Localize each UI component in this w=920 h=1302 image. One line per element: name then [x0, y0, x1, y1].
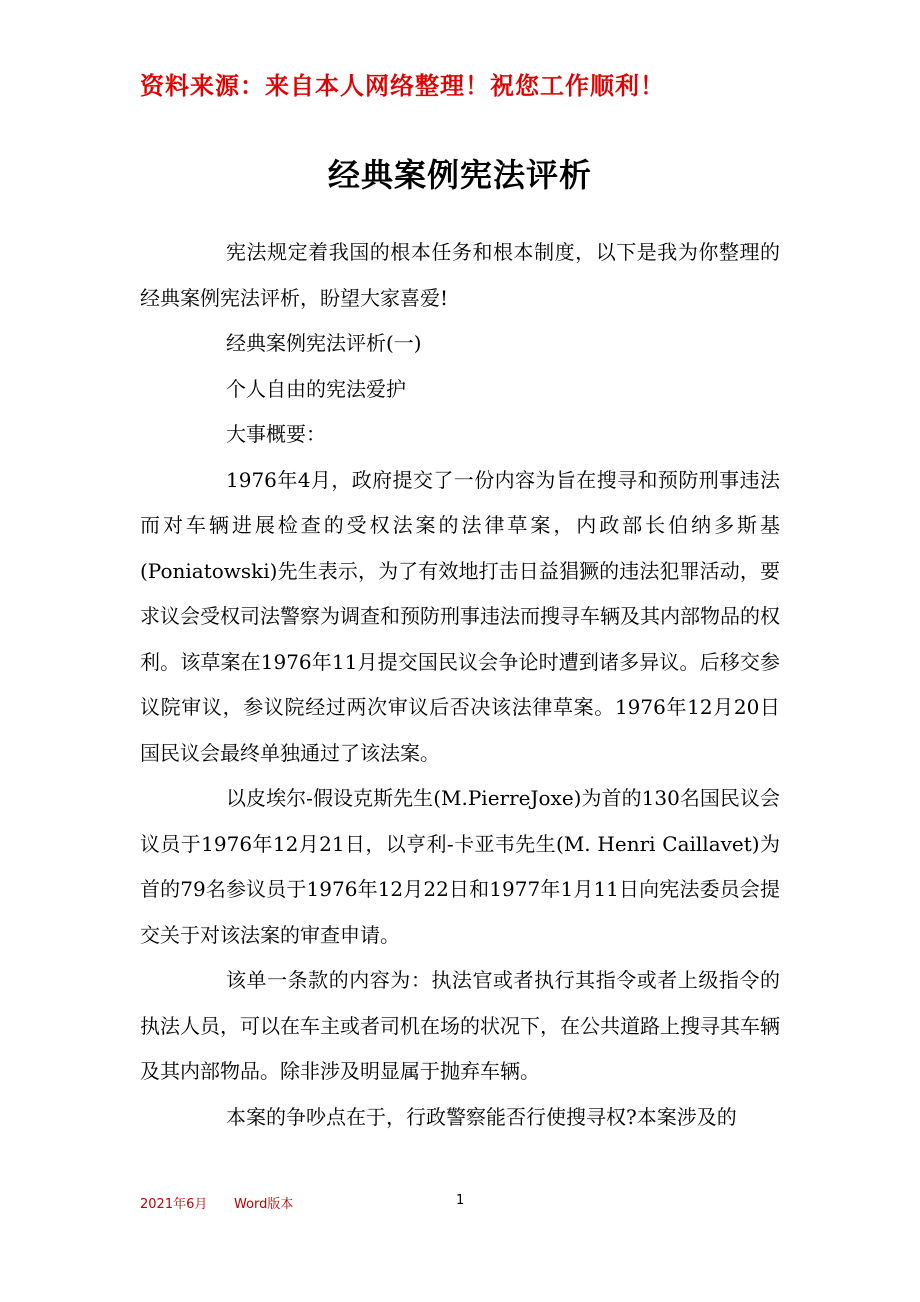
body-paragraph: 以皮埃尔-假设克斯先生(M.PierreJoxe)为首的130名国民议会议员于1976年12月21日，以亨利-卡亚韦先生(M. Henri Caillavet)为首的79名参议员于1976年12月22日和1977年1月11日向宪法委员会提交关于对该法案的审查申请。: [140, 786, 780, 947]
section-heading: 经典案例宪法评析(一): [226, 331, 422, 355]
footer-version: Word版本: [234, 1197, 294, 1212]
intro-paragraph: 宪法规定着我国的根本任务和根本制度，以下是我为你整理的经典案例宪法评析，盼望大家喜爱!: [140, 240, 780, 310]
body-paragraph: 1976年4月，政府提交了一份内容为旨在搜寻和预防刑事违法而对车辆进展检查的受权法案的法律草案，内政部长伯纳多斯基(Poniatowski)先生表示，为了有效地打击日益猖獗的违法犯罪活动，要求议会受权司法警察为调查和预防刑事违法而搜寻车辆及其内部物品的权利。该草案在1976年11月提交国民议会争论时遭到诸多异议。后移交参议院审议，参议院经过两次审议后否决该法律草案。1976年12月20日国民议会最终单独通过了该法案。: [140, 467, 780, 765]
footer-date: 2021年6月: [140, 1197, 208, 1212]
body-paragraph: 该单一条款的内容为：执法官或者执行其指令或者上级指令的执法人员，可以在车主或者司机在场的状况下，在公共道路上搜寻其车辆及其内部物品。除非涉及明显属于抛弃车辆。: [140, 968, 780, 1083]
case-title: 个人自由的宪法爱护: [226, 376, 406, 401]
page-number: 1: [456, 1193, 465, 1208]
source-banner: 资料来源：来自本人网络整理！祝您工作顺利！: [140, 72, 665, 100]
body-paragraph: 本案的争吵点在于，行政警察能否行使搜寻权?本案涉及的: [226, 1104, 737, 1129]
document-title: 经典案例宪法评析: [327, 156, 592, 194]
case-summary-label: 大事概要：: [226, 422, 326, 446]
document-body: [140, 230, 780, 1140]
